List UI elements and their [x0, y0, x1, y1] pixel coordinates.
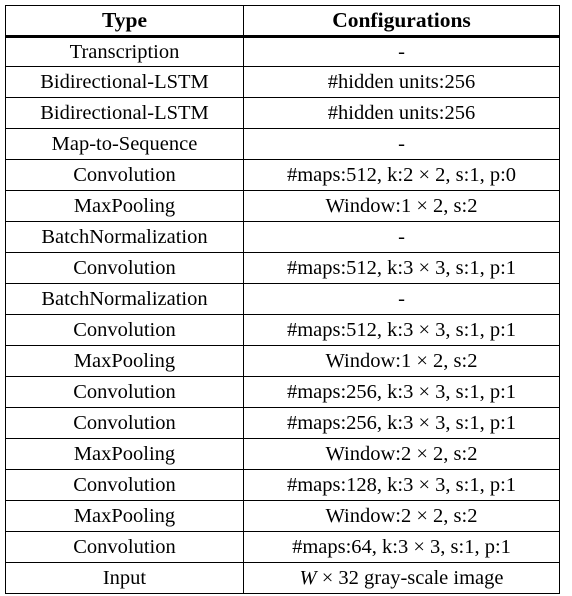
layer-type-cell: Convolution	[6, 377, 244, 408]
table-row	[6, 98, 560, 129]
layer-config-cell: Window:2 × 2, s:2	[244, 501, 560, 532]
layer-config-cell: -	[244, 222, 560, 253]
table-row	[6, 129, 560, 160]
table-row	[6, 253, 560, 284]
layer-type-cell: Convolution	[6, 160, 244, 191]
table-header-row	[6, 6, 560, 37]
layer-type-cell: Bidirectional-LSTM	[6, 67, 244, 98]
layer-config-cell: #hidden units:256	[244, 67, 560, 98]
layer-type-cell: Transcription	[6, 37, 244, 67]
table-row	[6, 532, 560, 563]
layer-type-cell: MaxPooling	[6, 346, 244, 377]
table-row	[6, 315, 560, 346]
table-row	[6, 377, 560, 408]
table-row	[6, 191, 560, 222]
table-body	[6, 37, 560, 594]
layer-config-cell: W × 32 gray-scale image	[244, 563, 560, 594]
layer-type-cell: Input	[6, 563, 244, 594]
layer-type-cell: MaxPooling	[6, 501, 244, 532]
layer-config-cell: Window:1 × 2, s:2	[244, 346, 560, 377]
table-row	[6, 67, 560, 98]
layer-type-cell: Map-to-Sequence	[6, 129, 244, 160]
table-row	[6, 346, 560, 377]
architecture-table	[5, 5, 560, 594]
table-row	[6, 470, 560, 501]
table-row	[6, 408, 560, 439]
layer-type-cell: MaxPooling	[6, 439, 244, 470]
layer-config-cell: Window:2 × 2, s:2	[244, 439, 560, 470]
table-row	[6, 563, 560, 594]
layer-config-cell: -	[244, 37, 560, 67]
layer-type-cell: BatchNormalization	[6, 284, 244, 315]
table-row	[6, 160, 560, 191]
layer-type-cell: MaxPooling	[6, 191, 244, 222]
layer-type-cell: Convolution	[6, 253, 244, 284]
layer-type-cell: Convolution	[6, 315, 244, 346]
layer-config-cell: #hidden units:256	[244, 98, 560, 129]
layer-config-cell: -	[244, 284, 560, 315]
layer-config-cell: #maps:256, k:3 × 3, s:1, p:1	[244, 408, 560, 439]
table-row	[6, 439, 560, 470]
table-row	[6, 501, 560, 532]
layer-config-cell: #maps:512, k:3 × 3, s:1, p:1	[244, 253, 560, 284]
layer-config-cell: #maps:512, k:3 × 3, s:1, p:1	[244, 315, 560, 346]
table-row	[6, 222, 560, 253]
layer-type-cell: Convolution	[6, 470, 244, 501]
column-header-configurations: Configurations	[244, 6, 560, 37]
layer-config-cell: #maps:64, k:3 × 3, s:1, p:1	[244, 532, 560, 563]
layer-type-cell: Bidirectional-LSTM	[6, 98, 244, 129]
layer-config-cell: -	[244, 129, 560, 160]
layer-type-cell: BatchNormalization	[6, 222, 244, 253]
table-row	[6, 37, 560, 67]
layer-type-cell: Convolution	[6, 532, 244, 563]
table-row	[6, 284, 560, 315]
layer-config-cell: #maps:256, k:3 × 3, s:1, p:1	[244, 377, 560, 408]
column-header-type: Type	[6, 6, 244, 37]
layer-type-cell: Convolution	[6, 408, 244, 439]
layer-config-cell: #maps:512, k:2 × 2, s:1, p:0	[244, 160, 560, 191]
layer-config-cell: #maps:128, k:3 × 3, s:1, p:1	[244, 470, 560, 501]
layer-config-cell: Window:1 × 2, s:2	[244, 191, 560, 222]
